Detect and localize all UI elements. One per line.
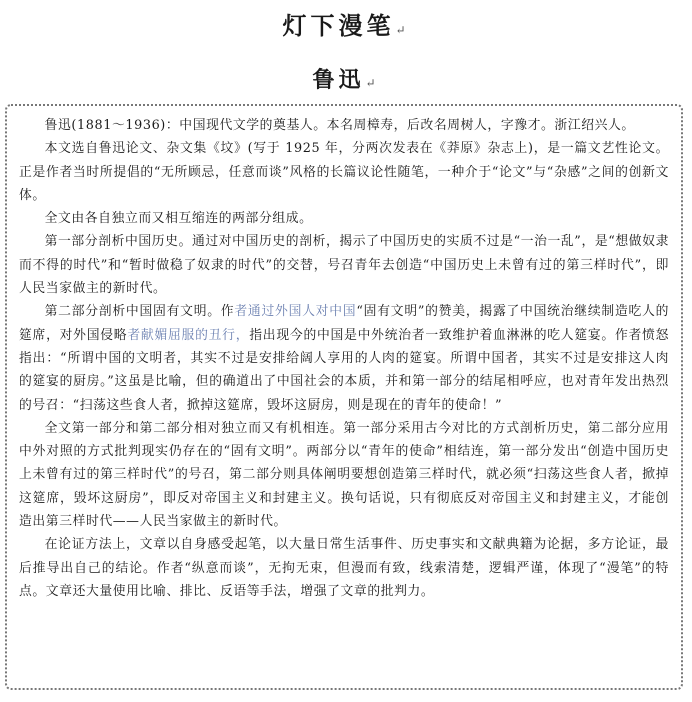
paragraph-mark-icon: ↵ bbox=[365, 76, 380, 90]
author-text: 鲁迅 bbox=[312, 67, 365, 93]
part-two-text-middle: “固有文明”的赞美，揭露了中国统治继续制造吃人的筵席，对外国侵略 bbox=[19, 304, 669, 343]
paragraph-mark-icon: ↵ bbox=[395, 23, 410, 37]
paragraph-source: 本文选自鲁迅论文、杂文集《坟》(写于 1925 年，分两次发表在《莽原》杂志上)，是一篇文艺性论文。正是作者当时所提倡的“无所顾忌，任意而谈”风格的长篇议论性随笔，一种介于“论文”与“杂感”之间的创新文体。 bbox=[19, 141, 669, 203]
part-two-text-end: 指出现今的中国是中外统治者一致维护着血淋淋的吃人筵宴。作者愤怒指出：“所谓中国的文明者，其实不过是安排给阔人享用的人肉的筵宴。所谓中国者，其实不过是安排这人肉的筵宴的厨房。”这虽是比喻，但的确道出了中国社会的本质，并和第一部分的结尾相呼应，也对青年发出热烈的号召：“扫荡这些食人者，掀掉这筵席，毁坏这厨房，则是现在的青年的使命！” bbox=[19, 327, 669, 413]
document-title bbox=[0, 6, 692, 41]
paragraph-part-two bbox=[19, 300, 669, 416]
document-author bbox=[0, 63, 692, 94]
paragraph-relation: 全文第一部分和第二部分相对独立而又有机相连。第一部分采用古今对比的方式剖析历史，第二部分应用中外对照的方式批判现实仍存在的“固有文明”。两部分以“青年的使命”相结连，第一部分发出“创造中国历史上未曾有过的第三样时代”的号召，第二部分则具体阐明要想创造第三样时代，就必须“扫荡这些食人者，掀掉这筵席，毁坏这厨房”，即反对帝国主义和封建主义。换句话说，只有彻底反对帝国主义和封建主义，才能创造出第三样时代——人民当家做主的新时代。 bbox=[19, 420, 669, 530]
paragraph-method: 在论证方法上，文章以自身感受起笔，以大量日常生活事件、历史事实和文献典籍为论据，多方论证，最后推导出自己的结论。作者“纵意而谈”，无拘无束，但漫而有致，线索清楚，逻辑严谨，体现了“漫笔”的特点。文章还大量使用比喻、排比、反语等手法，增强了文章的批判力。 bbox=[19, 537, 669, 599]
part-two-highlight-2: 者献媚屈服的丑行， bbox=[127, 327, 250, 343]
part-two-highlight-1: 者通过外国人对中国 bbox=[234, 304, 357, 320]
paragraph-structure: 全文由各自独立而又相互缩连的两部分组成。 bbox=[44, 211, 313, 227]
title-text: 灯下漫笔 bbox=[282, 11, 395, 40]
part-two-text-start: 第二部分剖析中国固有文明。作 bbox=[44, 304, 235, 320]
summary-text-box bbox=[5, 104, 683, 690]
paragraph-part-one: 第一部分剖析中国历史。通过对中国历史的剖析，揭示了中国历史的实质不过是“一治一乱”，是“想做奴隶而不得的时代”和“暂时做稳了奴隶的时代”的交替，号召青年去创造“中国历史上未曾有过的第三样时代”，即人民当家做主的新时代。 bbox=[19, 234, 669, 297]
paragraph-author-intro: 鲁迅(1881～1936)：中国现代文学的奠基人。本名周樟寿，后改名周树人，字豫才。浙江绍兴人。 bbox=[44, 118, 635, 133]
